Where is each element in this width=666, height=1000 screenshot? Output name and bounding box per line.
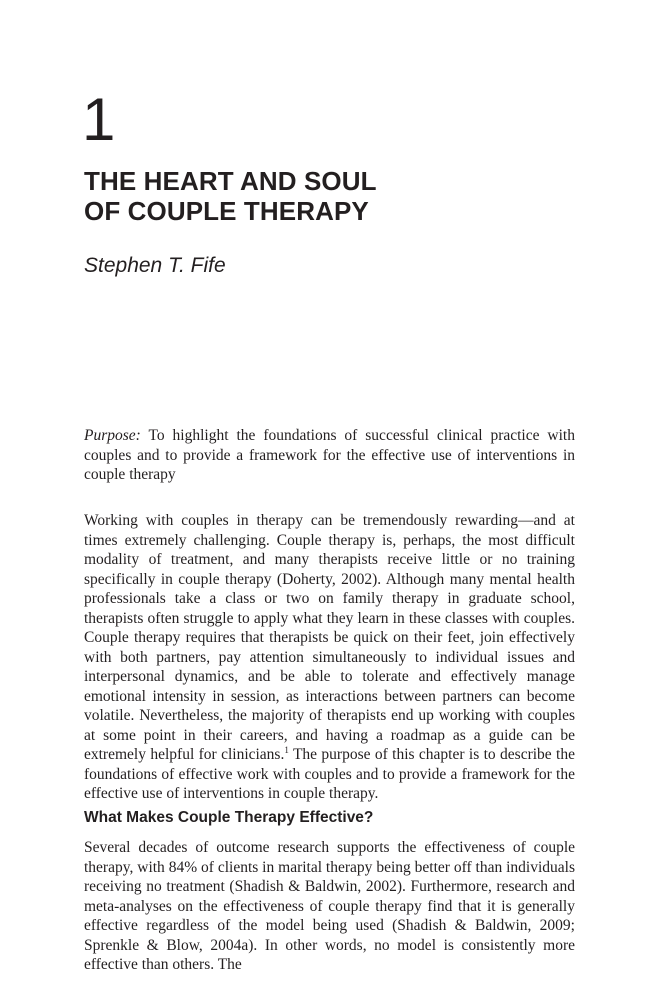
- section-heading: What Makes Couple Therapy Effective?: [84, 809, 374, 826]
- chapter-title-line-2: OF COUPLE THERAPY: [84, 196, 369, 226]
- intro-paragraph-text-continued: The purpose of this chapter is to describe the foundations of effective work with couples and to provide a framework for the effective use of interventions in couple therapy.: [84, 746, 575, 802]
- purpose-text: To highlight the foundations of successful clinical practice with couples and to provide a framework for the effective use of interventions in couple therapy: [84, 427, 575, 483]
- footnote-reference: 1: [284, 744, 289, 755]
- section-paragraph: Several decades of outcome research supports the effectiveness of couple therapy, with 84% of clients in marital therapy being better off than individuals receiving no treatment (Shadish & Baldwin, 2002). Furthermore, research and meta-analyses on the effectiveness of couple therapy find that it is generally effective regardless of the model being used (Shadish & Baldwin, 2009; Sprenkle & Blow, 2004a). In other words, no model is consistently more effective than others. The: [84, 839, 575, 973]
- chapter-author: Stephen T. Fife: [84, 254, 226, 277]
- chapter-number: 1: [82, 86, 116, 153]
- intro-paragraph: [84, 511, 575, 804]
- chapter-title: [84, 166, 377, 226]
- purpose-label: Purpose:: [84, 427, 141, 444]
- intro-paragraph-text: Working with couples in therapy can be tremendously rewarding—and at times extremely challenging. Couple therapy is, perhaps, the most difficult modality of treatment, and many therapists receive little or no training specifically in couple therapy (Doherty, 2002). Although many mental health professionals take a class or two on family therapy in graduate school, therapists often struggle to apply what they learn in these classes with couples. Couple therapy requires that therapists be quick on their feet, join effectively with both partners, pay attention simultaneously to individual issues and interpersonal dynamics, and be able to tolerate and effectively manage emotional intensity in session, as interactions between partners can become volatile. Nevertheless, the majority of therapists end up working with couples at some point in their careers, and having a roadmap as a guide can be extremely helpful for clinicians.: [84, 512, 575, 763]
- chapter-title-line-1: THE HEART AND SOUL: [84, 166, 377, 196]
- purpose-statement: [84, 426, 575, 485]
